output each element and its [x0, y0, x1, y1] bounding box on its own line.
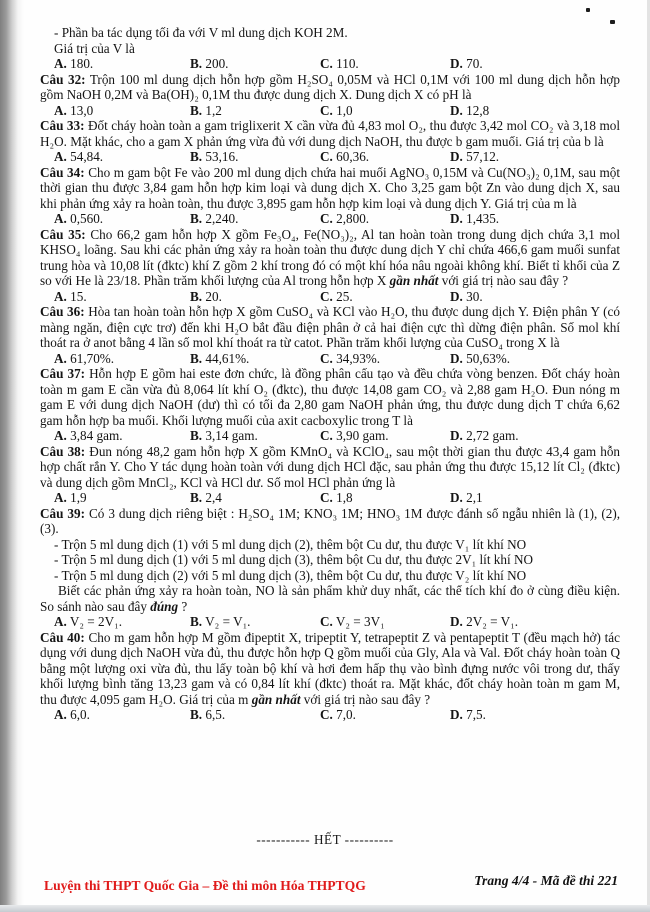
answer-option: B. 1,2	[190, 102, 222, 118]
answer-option-letter: D.	[450, 149, 463, 164]
answer-option: D. 70.	[450, 56, 483, 71]
answer-option: A. 54,84.	[54, 149, 104, 164]
answer-option-letter: D.	[450, 288, 463, 304]
question-text-run: Biết các phản ứng xảy ra hoàn toàn, NO là sản phẩm khử duy nhất, các thể tích khí đo ở cùng điều kiện. So sánh nào sau đây	[40, 583, 620, 614]
question-number: Câu 39:	[40, 505, 86, 521]
question-number: Câu 33:	[40, 118, 85, 133]
answer-option: C. V₂ = 3V₁	[320, 614, 385, 629]
questions-container	[40, 25, 620, 723]
answer-option-letter: A.	[54, 350, 67, 366]
answer-option: D. 7,5.	[450, 707, 486, 722]
answer-option-letter: B.	[190, 350, 203, 366]
answer-option: B. 6,5.	[190, 707, 226, 722]
answer-option: A. 61,70%.	[54, 350, 115, 366]
question-text-run: ?	[178, 598, 188, 614]
answer-option-letter: C.	[320, 102, 333, 118]
answer-option-letter: C.	[320, 56, 333, 71]
answer-option: B. 20.	[190, 288, 222, 304]
answer-option-letter: B.	[190, 428, 203, 443]
question-text-run: Trộn 100 ml dung dịch hỗn hợp gồm H₂SO₄ 0,05M và HCl 0,1M với 100 ml dung dịch hỗn hợp gồm NaOH 0,2M và Ba(OH)₂ 0,1M thu được dung dịch X. Dung dịch X có pH là	[40, 71, 620, 102]
answer-option: D. 50,63%.	[450, 350, 511, 366]
answer-option-letter: B.	[190, 149, 203, 164]
question-block	[40, 165, 620, 227]
answer-option: A. 3,84 gam.	[54, 428, 123, 443]
answer-option-letter: D.	[450, 56, 463, 71]
question-text-run: đúng	[150, 598, 179, 614]
answer-option: D. 30.	[450, 288, 483, 304]
answer-option: D. 57,12.	[450, 149, 500, 164]
answer-option: A. 1,9	[54, 490, 87, 505]
answer-options	[40, 614, 620, 630]
question-paragraph	[40, 165, 620, 212]
question-text-run: với giá trị nào sau đây ?	[438, 273, 569, 288]
question-text-run: gần nhất	[251, 691, 301, 707]
answer-option: A. 180.	[54, 56, 94, 71]
answer-option-letter: D.	[450, 102, 463, 118]
question-number: Câu 36:	[40, 304, 85, 319]
answer-option: B. 200.	[190, 56, 229, 71]
answer-option-letter: C.	[320, 211, 333, 226]
answer-options	[40, 211, 620, 227]
question-block	[40, 72, 620, 119]
answer-option: B. 53,16.	[190, 149, 239, 164]
question-block	[40, 366, 620, 444]
answer-option-letter: B.	[190, 707, 203, 722]
answer-option-letter: A.	[54, 614, 67, 629]
question-block	[40, 444, 620, 506]
question-paragraph	[40, 41, 620, 57]
answer-option-letter: A.	[54, 288, 67, 304]
answer-option-letter: A.	[54, 56, 67, 71]
question-block	[40, 25, 620, 72]
answer-option: B. 2,4	[190, 490, 222, 505]
answer-option-letter: C.	[320, 149, 333, 164]
answer-options	[40, 490, 620, 506]
question-number: Câu 34:	[40, 164, 85, 180]
answer-option-letter: D.	[450, 490, 463, 505]
answer-option: D. 2V₂ = V₁.	[450, 614, 519, 629]
answer-option-letter: B.	[190, 56, 203, 71]
answer-option-letter: B.	[190, 211, 203, 226]
question-text-run: Hỗn hợp E gồm hai este đơn chức, là đồng phân cấu tạo và đều chứa vòng benzen. Đốt cháy hoàn toàn m gam E cần vừa đủ 8,064 lít khí O₂ (đktc), thu được 14,08 gam CO₂ và 2,88 gam H₂O. Đun nóng m gam E với dung dịch NaOH (dư) thì có tối đa 2,80 gam NaOH phản ứng, thu được dung dịch T chứa 6,62 gam hỗn hợp ba muối. Khối lượng muối của axit cacboxylic trong T là	[40, 366, 621, 428]
question-paragraph	[40, 506, 620, 537]
answer-option-letter: B.	[190, 102, 203, 118]
answer-option-letter: C.	[320, 490, 333, 505]
question-paragraph	[40, 444, 620, 491]
answer-options	[40, 149, 620, 165]
question-paragraph	[40, 583, 620, 614]
scan-shadow-left	[0, 0, 24, 912]
question-paragraph	[40, 568, 620, 584]
question-text-run: gần nhất	[389, 273, 439, 288]
question-text-run: Cho m gam hỗn hợp M gồm đipeptit X, tripeptit Y, tetrapeptit Z và pentapeptit T (đều mạch hở) tác dụng với dung dịch NaOH vừa đủ, thu được hỗn hợp Q gồm muối của Gly, Ala và Val. Đốt cháy hoàn toàn Q bằng một lượng oxi vừa đủ, thu lấy toàn bộ khí và hơi đem hấp thụ vào bình đựng nước vôi trong dư, thấy khối lượng bình tăng 13,23 gam và có 0,84 lít khí (đktc) thoát ra. Mặt khác, đốt cháy hoàn toàn m gam M, thu được 4,095 gam H₂O. Giá trị của m	[40, 629, 621, 707]
answer-option-letter: B.	[190, 614, 203, 629]
question-number: Câu 40:	[40, 629, 85, 645]
answer-option: C. 1,8	[320, 490, 353, 505]
answer-option: A. 0,560.	[54, 211, 104, 226]
answer-options	[40, 56, 620, 72]
answer-option-letter: C.	[320, 350, 333, 366]
answer-option: B. 3,14 gam.	[190, 428, 258, 443]
ink-speck	[610, 20, 615, 24]
answer-option-letter: D.	[450, 350, 463, 366]
answer-option-letter: D.	[450, 428, 463, 443]
question-text-run: Có 3 dung dịch riêng biệt : H₂SO₄ 1M; KNO₃ 1M; HNO₃ 1M được đánh số ngẫu nhiên là (1), (2), (3).	[40, 505, 621, 536]
question-text-run: Hòa tan hoàn toàn hỗn hợp X gồm CuSO₄ và KCl vào H₂O, thu được dung dịch Y. Điện phân Y (có màng ngăn, điện cực trơ) đến khi H₂O bắt đầu điện phân ở cả hai điện cực thì dừng điện phân. Số mol khí thoát ra ở anot bằng 4 lần số mol khí thoát ra từ catot. Phần trăm khối lượng của CuSO₄ trong X là	[40, 304, 620, 350]
question-text-run: - Trộn 5 ml dung dịch (1) với 5 ml dung dịch (3), thêm bột Cu dư, thu được 2V₁ lít khí NO	[54, 552, 533, 567]
answer-options	[40, 289, 620, 305]
question-block	[40, 506, 620, 630]
question-paragraph	[40, 304, 620, 351]
question-number: Câu 35:	[40, 226, 86, 242]
answer-option: C. 1,0	[320, 102, 353, 118]
page-bottom-edge	[0, 905, 650, 912]
answer-option-letter: A.	[54, 707, 67, 722]
answer-option: C. 60,36.	[320, 149, 370, 164]
answer-option: C. 2,800.	[320, 211, 370, 226]
answer-option-letter: D.	[450, 211, 463, 226]
answer-option-letter: C.	[320, 428, 333, 443]
question-block	[40, 304, 620, 366]
answer-option-letter: A.	[54, 428, 67, 443]
question-text-run: Giá trị của V là	[54, 40, 135, 56]
answer-option: C. 3,90 gam.	[320, 428, 389, 443]
answer-option-letter: A.	[54, 490, 67, 505]
answer-option: A. 6,0.	[54, 707, 90, 722]
footer-branding: Luyện thi THPT Quốc Gia – Đề thi môn Hóa THPTQG	[44, 878, 366, 893]
question-text-run: Cho 66,2 gam hỗn hợp X gồm Fe₃O₄, Fe(NO₃)₂, Al tan hoàn toàn trong dung dịch chứa 3,1 mol KHSO₄ loãng. Sau khi các phản ứng xảy ra hoàn toàn thu được dung dịch Y chỉ chứa 466,6 gam muối sunfat trung hòa và 10,08 lít (đktc) khí Z gồm 2 khí trong đó có một khí hóa nâu ngoài không khí. Biết tỉ khối của Z so với He là 23/18. Phần trăm khối lượng của Al trong hỗn hợp X	[40, 226, 620, 288]
question-text-run: Cho m gam bột Fe vào 200 ml dung dịch chứa hai muối AgNO₃ 0,15M và Cu(NO₃)₂ 0,1M, sau một thời gian thu được 3,84 gam hỗn hợp kim loại và dung dịch X. Cho 3,25 gam bột Zn vào dung dịch X, sau khi phản ứng xảy ra hoàn toàn, thu được 3,895 gam hỗn hợp kim loại và dung dịch Y. Giá trị của m là	[40, 164, 621, 211]
question-paragraph	[40, 72, 620, 103]
question-block	[40, 118, 620, 165]
answer-option: A. V₂ = 2V₁.	[54, 614, 123, 629]
footer-page-info: Trang 4/4 - Mã đề thi 221	[474, 873, 618, 888]
answer-option: D. 2,72 gam.	[450, 428, 519, 443]
question-number: Câu 38:	[40, 443, 86, 459]
answer-option: A. 15.	[54, 288, 87, 304]
answer-option: B. 44,61%.	[190, 350, 250, 366]
question-paragraph	[40, 537, 620, 553]
question-paragraph	[40, 366, 620, 428]
answer-option-letter: D.	[450, 614, 463, 629]
question-number: Câu 32:	[40, 71, 86, 87]
ink-speck	[586, 8, 590, 12]
answer-option: C. 34,93%.	[320, 350, 381, 366]
question-text-run: Đốt cháy hoàn toàn a gam triglixerit X cần vừa đủ 4,83 mol O₂, thu được 3,42 mol CO₂ và 3,18 mol H₂O. Mặt khác, cho a gam X phản ứng vừa đủ với dung dịch NaOH, thu được b gam muối. Giá trị của b là	[40, 118, 621, 149]
answer-option: D. 2,1	[450, 490, 483, 505]
answer-option-letter: D.	[450, 707, 463, 722]
answer-option: C. 25.	[320, 288, 353, 304]
answer-option-letter: C.	[320, 288, 333, 304]
answer-option-letter: C.	[320, 707, 333, 722]
answer-options	[40, 428, 620, 444]
question-paragraph	[40, 227, 620, 289]
question-paragraph	[40, 118, 620, 149]
answer-options	[40, 103, 620, 119]
answer-option-letter: B.	[190, 490, 203, 505]
question-text-run: - Trộn 5 ml dung dịch (2) với 5 ml dung dịch (3), thêm bột Cu dư, thu được V₂ lít khí NO	[54, 567, 527, 583]
question-text-run: - Trộn 5 ml dung dịch (1) với 5 ml dung dịch (2), thêm bột Cu dư, thu được V₁ lít khí NO	[54, 536, 527, 552]
answer-option: D. 12,8	[450, 102, 490, 118]
answer-option-letter: C.	[320, 614, 333, 629]
answer-options	[40, 351, 620, 367]
answer-option: B. 2,240.	[190, 211, 239, 226]
answer-option: B. V₂ = V₁.	[190, 614, 251, 629]
answer-option: A. 13,0	[54, 102, 94, 118]
question-block	[40, 630, 620, 723]
question-paragraph	[40, 552, 620, 568]
question-paragraph	[40, 25, 620, 41]
end-marker: ----------- HẾT ----------	[256, 832, 394, 847]
answer-option: D. 1,435.	[450, 211, 500, 226]
question-paragraph	[40, 630, 620, 708]
answer-option-letter: B.	[190, 288, 203, 304]
answer-option-letter: A.	[54, 149, 67, 164]
question-text-run: Đun nóng 48,2 gam hỗn hợp X gồm KMnO₄ và KClO₄, sau một thời gian thu được 43,4 gam hỗn hợp chất rắn Y. Cho Y tác dụng hoàn toàn với dung dịch HCl đặc, sau phản ứng thu được 15,12 lít Cl₂ (đktc) và dung dịch gồm MnCl₂, KCl và HCl dư. Số mol HCl phản ứng là	[40, 443, 621, 490]
answer-option: C. 7,0.	[320, 707, 356, 722]
answer-option-letter: A.	[54, 211, 67, 226]
answer-option: C. 110.	[320, 56, 359, 71]
question-text-run: với giá trị nào sau đây ?	[300, 691, 431, 707]
answer-options	[40, 707, 620, 723]
question-number: Câu 37:	[40, 366, 86, 381]
question-block	[40, 227, 620, 305]
answer-option-letter: A.	[54, 102, 67, 118]
question-text-run: - Phần ba tác dụng tối đa với V ml dung dịch KOH 2M.	[54, 25, 348, 40]
